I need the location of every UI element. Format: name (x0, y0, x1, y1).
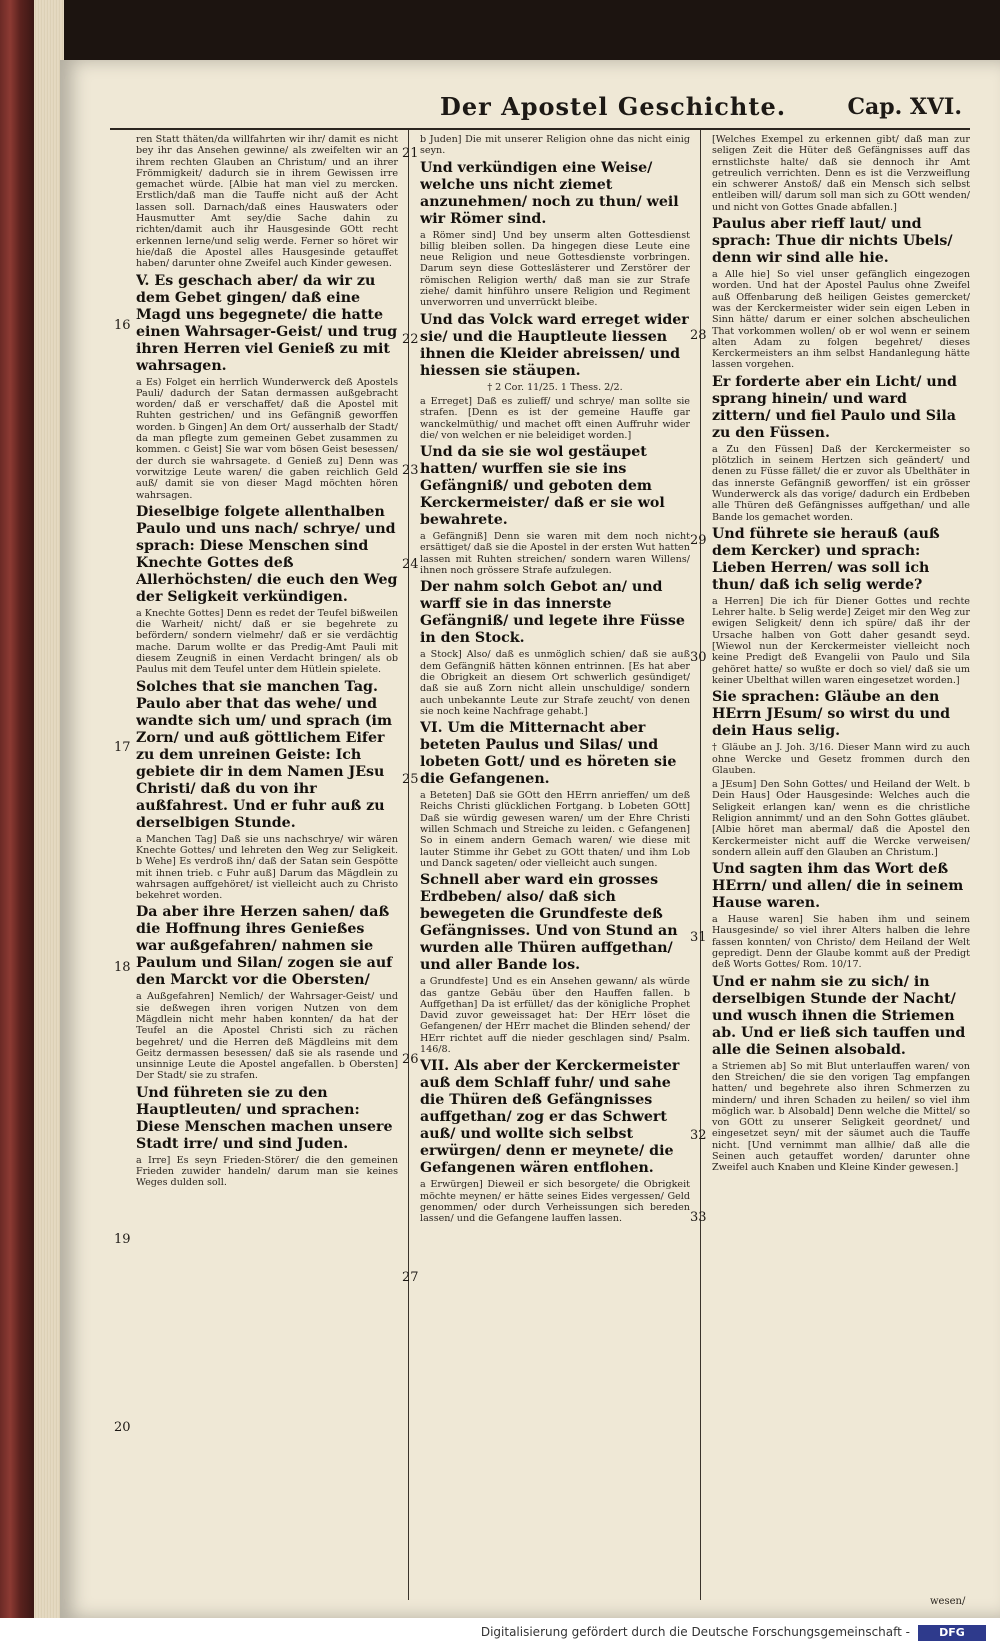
footer-bar (0, 1622, 1000, 1645)
commentary-paragraph: a Manchen Tag] Daß sie uns nachschrye/ wir wären Knechte Gottes/ und lehreten den Weg zur Seligkeit. b Wehe] Es verdroß ihn/ daß der Satan sein Gespötte mit ihnen trieb. c Fuhr auß] Darum das Mägdlein zu wahrsagen auffgehöret/ ist vielleicht auch zu Christo bekehret worden. (136, 833, 398, 902)
running-head-title: Der Apostel Geschichte. (440, 92, 787, 121)
dfg-logo: DFG (918, 1625, 986, 1641)
funding-credit: Digitalisierung gefördert durch die Deutsche Forschungsgemeinschaft - (480, 1625, 910, 1639)
commentary-paragraph: a Römer sind] Und bey unserm alten Gottesdienst billig bleiben sollen. Da hingegen diese Leute eine neue Religion und neue Gottesdienste vorbringen. Darum seyn diese Gotteslästerer und Zerstörer der römischen Religion werth/ daß man sie zur Strafe ziehe/ damit hinführo unsere Religion und Regiment unverworren und unverrückt bleibe. (420, 229, 690, 309)
verse-number: 30 (690, 650, 707, 665)
verse-number: 23 (402, 463, 419, 478)
commentary-paragraph: b Juden] Die mit unserer Religion ohne das nicht einig seyn. (420, 134, 690, 157)
text-column-left (136, 134, 398, 1594)
verse-text: Da aber ihre Herzen sahen/ daß die Hoffnung ihres Genießes war außgefahren/ nahmen sie Paulum und Silan/ zogen sie auf den Marckt vor die Obersten/ (136, 904, 393, 989)
verse-text: Paulus aber rieff laut/ und sprach: Thue dir nichts Ubels/ denn wir sind alle hie. (712, 216, 953, 267)
commentary-paragraph: a JEsum] Den Sohn Gottes/ und Heiland der Welt. b Dein Haus] Oder Hausgesinde: Welches auch die Seligkeit erlangen kan/ wenn es die christliche Religion annimmt/ und an den Sohn Gottes gläubet. [Albie höret man abermal/ daß die Apostel den Kerckermeister nicht auff die Wercke verweisen/ sondern allein auff den Glauben an Christum.] (712, 779, 970, 858)
commentary-paragraph: a Irre] Es seyn Frieden-Störer/ die den gemeinen Frieden zuwider handeln/ darum man sie keines Weges dulden soll. (136, 1154, 398, 1189)
commentary-paragraph: a Es) Folget ein herrlich Wunderwerck deß Apostels Pauli/ dadurch der Satan dermassen außgebracht worden/ daß er verschaffet/ daß die Apostel mit Ruhten gestrichen/ und ins Gefängniß geworffen worden. b Gingen] An dem Ort/ ausserhalb der Stadt/ da man pflegte zum gemeinen Gebet zusammen zu kommen. c Geist] Sie war vom bösen Geist besessen/ der durch sie wahrsagete. d Genieß zu] Denn was vorwitzige Leute waren/ die gaben reichlich Geld auß/ damit sie von dieser Magd möchten hören wahrsagen. (136, 376, 398, 501)
verse-number: 18 (114, 960, 131, 975)
verse-number: 21 (402, 146, 419, 161)
commentary-paragraph: a Gefängniß] Denn sie waren mit dem noch nicht ersättiget/ daß sie die Apostel in der ersten Wut hatten lassen mit Ruhten streichen/ sondern waren Willens/ ihnen noch grössere Strafe aufzulegen. (420, 531, 690, 577)
verse-text: Sie sprachen: Gläube an den HErrn JEsum/ so wirst du und dein Haus selig. (712, 689, 951, 740)
commentary-paragraph: [Welches Exempel zu erkennen gibt/ daß man zur seligen Zeit die Hüter deß Gefängnisses auff das ernstlichste halte/ daß sie dennoch ihr Amt getreulich verrichten. Denn es ist die Verzweiflung ein schwerer Anstoß/ daß ein Mensch sich selbst entleiben will/ darum soll man sich zu GOtt wenden/ und nicht von Gottes Gnade abfallen.] (712, 134, 970, 213)
verse-number: 28 (690, 328, 707, 343)
commentary-paragraph: a Beteten] Daß sie GOtt den HErrn anrieffen/ um deß Reichs Christi glücklichen Fortgang. b Lobeten GOtt] Daß sie würdig gewesen waren/ um der Ehre Christi willen Schmach und Streiche zu leiden. c Gefangenen] So in einem andern Gemach waren/ wie diese mit lauter Stimme ihr Gebet zu GOtt thaten/ und ihm Lob und Danck sageten/ oder vielleicht auch sungen. (420, 790, 690, 869)
verse-text: V. Es geschach aber/ da wir zu dem Gebet gingen/ daß eine Magd uns begegnete/ die hatte einen Wahrsager-Geist/ und trug ihren Herren viel Genieß zu mit wahrsagen. (136, 272, 398, 374)
verse-text: Schnell aber ward ein grosses Erdbeben/ also/ daß sich bewegeten die Grundfeste deß Gefängnisses. Und von Stund an wurden alle Thüren auffgethan/ und aller Bande los. (420, 872, 678, 974)
verse-number: 33 (690, 1210, 707, 1225)
commentary-paragraph: a Knechte Gottes] Denn es redet der Teufel bißweilen die Warheit/ nicht/ daß er sie begehrete zu befördern/ sondern vielmehr/ daß er sie verdächtig mache. Darum wollte er das Predig-Amt Pauli mit diesem Zeugniß in einen Verdacht bringen/ als ob Paulus mit dem Teufel unter dem Hütlein spielete. (136, 607, 398, 676)
book-spine (0, 0, 34, 1618)
cross-reference: † 2 Cor. 11/25. 1 Thess. 2/2. (487, 381, 623, 393)
commentary-paragraph: a Stock] Also/ daß es unmöglich schien/ daß sie auß dem Gefängniß hätten können entrinnen. [Es hat aber die Obrigkeit an diesem Ort schwerlich gesündiget/ daß sie auß Zorn nicht allein unschuldige/ sondern auch unbekannte Leute zur Strafe zeucht/ von denen sie noch keine Nachfrage gehabt.] (420, 649, 690, 717)
verse-number: 17 (114, 740, 131, 755)
verse-number: 25 (402, 772, 419, 787)
text-column-middle (420, 134, 690, 1594)
verse-number: 31 (690, 930, 707, 945)
commentary-paragraph: a Außgefahren] Nemlich/ der Wahrsager-Geist/ und sie deßwegen ihren vorigen Nutzen von dem Mägdlein nicht mehr haben konnten/ da hat der Teufel an die Apostel Christi sich zu rächen begehret/ und die Herren deß Mägdleins mit dem Geitz dermassen besessen/ daß sie als rasende und unsinnige Leute die Apostel angefallen. b Obersten] Der Stadt/ sie zu strafen. (136, 991, 398, 1082)
commentary-paragraph: a Striemen ab] So mit Blut unterlauffen waren/ von den Streichen/ die sie den vorigen Tag empfangen hatten/ und begehrete also ihren Schmerzen zu mindern/ und ihren Schaden zu heilen/ so viel ihm möglich war. b Alsobald] Denn welche die Mittel/ so von GOtt zu unserer Seligkeit geordnet/ und eingesetzet seyn/ mit der säumet auch die Tauffe nicht. [Und vernimmt man allhie/ daß alle die Seinen auch getauffet worden/ darunter ohne Zweifel auch Knaben und Kleine Kinder gewesen.] (712, 1060, 970, 1174)
verse-number: 19 (114, 1232, 131, 1247)
verse-number: 29 (690, 533, 707, 548)
verse-text: Und verkündigen eine Weise/ welche uns nicht ziemet anzunehmen/ noch zu thun/ weil wir Römer sind. (420, 159, 679, 227)
verse-text: Und sagten ihm das Wort deß HErrn/ und allen/ die in seinem Hause waren. (712, 861, 964, 912)
commentary-paragraph: a Grundfeste] Und es ein Ansehen gewann/ als würde das gantze Gebäu über den Hauffen fallen. b Auffgethan] Da ist erfüllet/ das der königliche Prophet David zuvor geweissaget hat: Der HErr löset die Gefangenen/ der HErr machet die Blinden sehend/ der HErr richtet auff die nieder geschlagen sind/ Psalm. 146/8. (420, 976, 690, 1055)
verse-number: 26 (402, 1052, 419, 1067)
running-head-chapter: Cap. XVI. (847, 94, 962, 120)
running-head (110, 88, 970, 130)
verse-text: Und führete sie herauß (auß dem Kercker) und sprach: Lieben Herren/ was soll ich thun/ daß ich selig werde? (712, 525, 940, 593)
verse-text: Er forderte aber ein Licht/ und sprang hinein/ und ward zittern/ und fiel Paulo und Sila zu den Füssen. (712, 373, 957, 441)
commentary-paragraph: a Zu den Füssen] Daß der Kerckermeister so plötzlich in seinem Hertzen sich geändert/ und denen zu Füsse fället/ die er zuvor als Ubelthäter in das innerste Gefängniß geworffen/ ist ein grösser Wunderwerck als das vorige/ dadurch ein Erdbeben alle Thüren deß Gefängnisses auffgethan/ und alle Bande los gemachet worden. (712, 443, 970, 523)
commentary-paragraph: a Erwürgen] Dieweil er sich besorgete/ die Obrigkeit möchte meynen/ er hätte seines Eides vergessen/ Geld genommen/ oder durch Verheissungen sich bereden lassen/ und die Gefangene lauffen lassen. (420, 1179, 690, 1225)
commentary-paragraph: a Erreget] Daß es zulieff/ und schrye/ man sollte sie strafen. [Denn es ist der gemeine Hauffe gar wanckelmüthig/ und machet offt einen Auffruhr wider die/ von welchen er nie beleidiget worden.] (420, 395, 690, 441)
verse-number: 22 (402, 332, 419, 347)
verse-text: Der nahm solch Gebot an/ und warff sie in das innerste Gefängniß/ und legete ihre Füsse in den Stock. (420, 579, 685, 647)
verse-text: VI. Um die Mitternacht aber beteten Paulus und Silas/ und lobeten Gott/ und es höreten sie die Gefangenen. (420, 720, 677, 788)
verse-number: 27 (402, 1270, 419, 1285)
commentary-paragraph: a Herren] Die ich für Diener Gottes und rechte Lehrer halte. b Selig werde] Zeiget mir den Weg zur ewigen Seligkeit/ denn ich spüre/ daß ihr der Ursache halben von Gott daher gesandt seyd. [Wiewol nun der Kerckermeister vielleicht noch keine Predigt deß Evangelii von Paulo und Sila gehöret hatte/ so wußte er doch so viel/ daß sie um keiner Ubelthat willen waren eingesetzet worden.] (712, 595, 970, 686)
verse-text: Dieselbige folgete allenthalben Paulo und uns nach/ schrye/ und sprach: Diese Menschen sind Knechte Gottes deß Allerhöchsten/ die euch den Weg der Seligkeit verkündigen. (136, 503, 398, 605)
commentary-paragraph: a Hause waren] Sie haben ihm und seinem Hausgesinde/ so viel ihrer Alters halben die lehre fassen konnten/ von Christo/ dem Heiland der Welt gepredigt. Denn der Glaube kommt auß der Predigt deß Worts Gottes/ Rom. 10/17. (712, 914, 970, 971)
commentary-paragraph: ren Statt thäten/da willfahrten wir ihr/ damit es nicht bey ihr das Ansehen gewinne/ als zweifelten wir an ihrem rechten Glauben an Christum/ und an ihrer Frömmigkeit/ dadurch sie in ihrem Gewissen irre gemachet würde. [Albie hat man viel zu mercken. Erstlich/daß man die Tauffe nicht auß der Acht lassen soll. Darnach/daß eines Hauswaters oder Hausmutter Amt sey/die Sache dahin zu richten/damit auch ihr Hausgesinde GOtt recht erkennen lerne/und selig werde. Ferner so höret wir hie/daß die Apostel alles Hausgesinde getauffet haben/ darunter ohne Zweifel auch Kinder gewesen. (136, 134, 398, 270)
column-rule (408, 130, 409, 1600)
text-column-right (712, 134, 970, 1594)
verse-text: Und das Volck ward erreget wider sie/ und die Hauptleute liessen ihnen die Kleider abreissen/ und hiessen sie stäupen. (420, 311, 689, 379)
commentary-paragraph: a Alle hie] So viel unser gefänglich eingezogen worden. Und hat der Apostel Paulus ohne Zweifel auß Offenbarung deß heiligen Geistes gemercket/ was der Kerckermeister wider sein eigen Leben in Sinn hätte/ darum er einer solchen abscheulichen That vorkommen wollen/ ob er wol wenn er seinem alten Adam zu folgen begehret/ dieses Kerckermeisters an ihm selbst Handanlegung hätte lassen vorgehen. (712, 269, 970, 371)
verse-text: Solches that sie manchen Tag. Paulo aber that das wehe/ und wandte sich um/ und sprach (im Zorn/ und auß göttlichem Eifer zu dem unreinen Geiste: Ich gebiete dir in dem Namen JEsu Christi/ daß du von ihr außfahrest. Und er fuhr auß zu derselbigen Stunde. (136, 678, 392, 831)
column-rule (700, 130, 701, 1600)
verse-number: 32 (690, 1128, 707, 1143)
verse-number: 20 (114, 1420, 131, 1435)
verse-number: 24 (402, 557, 419, 572)
verse-text: Und führeten sie zu den Hauptleuten/ und sprachen: Diese Menschen machen unsere Stadt irre/ und sind Juden. (136, 1084, 393, 1152)
catchword: wesen/ (930, 1596, 966, 1607)
verse-text: Und er nahm sie zu sich/ in derselbigen Stunde der Nacht/ und wusch ihnen die Striemen ab. Und er ließ sich tauffen und alle die Seinen alsobald. (712, 973, 966, 1058)
cross-reference: † Gläube an J. Joh. 3/16. Dieser Mann wird zu auch ohne Wercke und Gesetz frommen durch den Glauben. (712, 742, 970, 776)
verse-text: VII. Als aber der Kerckermeister auß dem Schlaff fuhr/ und sahe die Thüren deß Gefängnisses auffgethan/ zog er das Schwert auß/ und wollte sich selbst erwürgen/ denn er meynete/ die Gefangenen wären entflohen. (420, 1058, 680, 1177)
verse-number: 16 (114, 318, 131, 333)
verse-text: Und da sie sie wol gestäupet hatten/ wurffen sie sie ins Gefängniß/ und geboten dem Kerckermeister/ daß er sie wol bewahrete. (420, 444, 665, 529)
